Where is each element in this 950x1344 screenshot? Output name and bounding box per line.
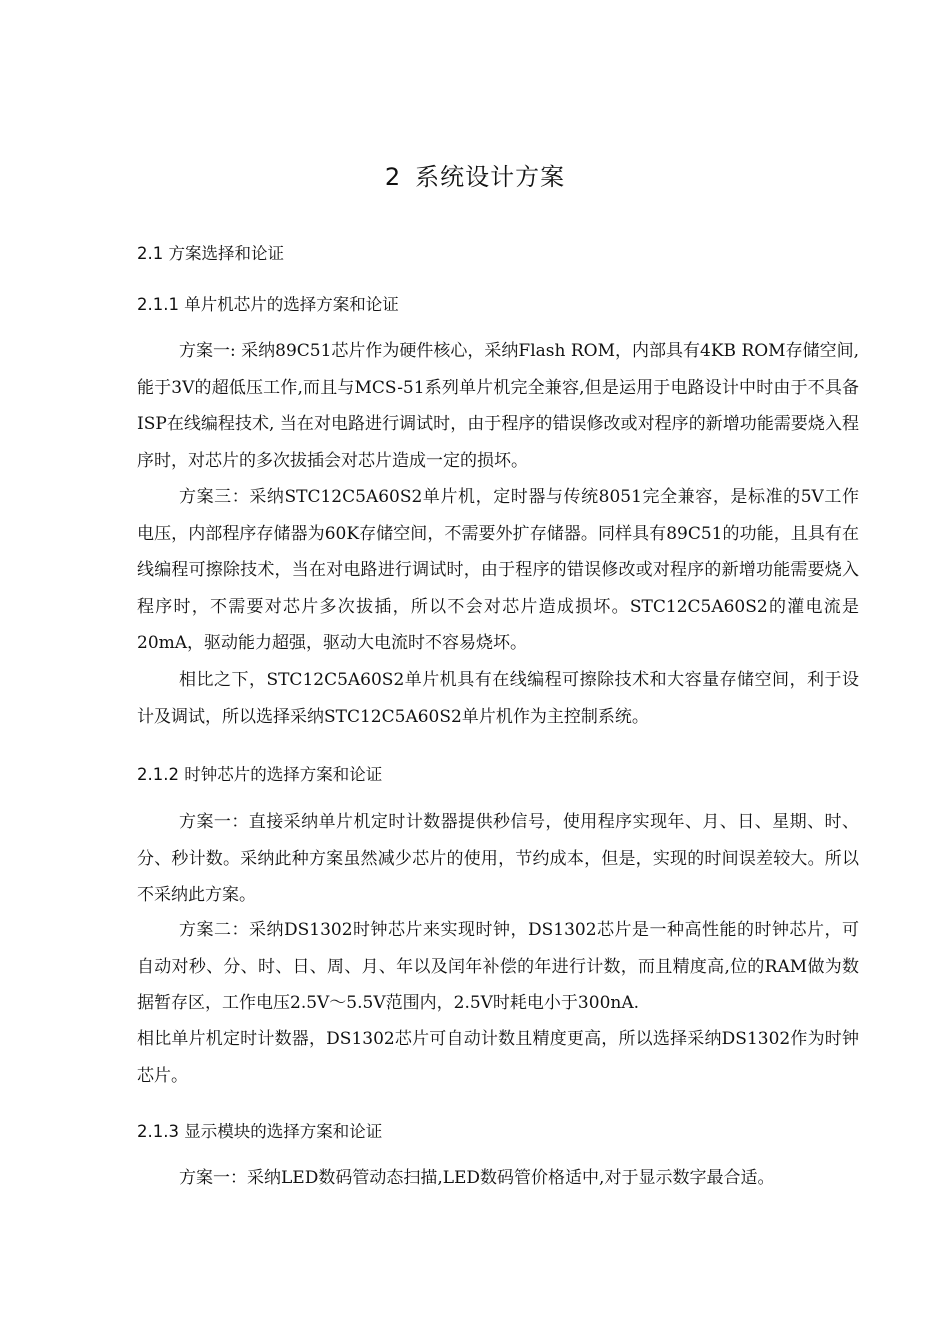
paragraph-2-1-1-c: 相比之下，STC12C5A60S2单片机具有在线编程可擦除技术和大容量存储空间，利于设计及调试，所以选择采纳STC12C5A60S2单片机作为主控制系统。 xyxy=(137,670,859,727)
paragraph-2-1-2-c: 相比单片机定时计数器，DS1302芯片可自动计数且精度更高，所以选择采纳DS1302作为时钟芯片。 xyxy=(137,1029,859,1086)
paragraph-2-1-1-a: 方案一: 采纳89C51芯片作为硬件核心，采纳Flash ROM，内部具有4KB ROM存储空间,能于3V的超低压工作,而且与MCS-51系列单片机完全兼容,但是运用于电路设计中时由于不具备ISP在线编程技术, 当在对电路进行调试时，由于程序的错误修改或对程序的新增功能需要烧入程序时，对芯片的多次拔插会对芯片造成一定的损坏。 xyxy=(137,341,859,471)
chapter-number: 2 xyxy=(384,163,402,191)
chapter-title-text: 系统设计方案 xyxy=(415,163,566,191)
paragraph-2-1-1-b: 方案三：采纳STC12C5A60S2单片机，定时器与传统8051完全兼容，是标准的5V工作电压，内部程序存储器为60K存储空间，不需要外扩存储器。同样具有89C51的功能，且具有在线编程可擦除技术，当在对电路进行调试时，由于程序的错误修改或对程序的新增功能需要烧入程序时，不需要对芯片多次拔插，所以不会对芯片造成损坏。STC12C5A60S2的灌电流是20mA，驱动能力超强，驱动大电流时不容易烧坏。 xyxy=(137,487,859,653)
chapter-title xyxy=(0,157,950,192)
section-heading-2-1-3: 2.1.3 显示模块的选择方案和论证 xyxy=(137,1122,383,1141)
section-heading-2-1: 2.1 方案选择和论证 xyxy=(137,244,284,263)
paragraph-2-1-2-b: 方案二：采纳DS1302时钟芯片来实现时钟，DS1302芯片是一种高性能的时钟芯片，可自动对秒、分、时、日、周、月、年以及闰年补偿的年进行计数，而且精度高,位的RAM做为数据暂存区，工作电压2.5V～5.5V范围内，2.5V时耗电小于300nA. xyxy=(137,920,859,1013)
paragraph-2-1-2-a: 方案一：直接采纳单片机定时计数器提供秒信号，使用程序实现年、月、日、星期、时、分、秒计数。采纳此种方案虽然减少芯片的使用，节约成本，但是，实现的时间误差较大。所以不采纳此方案。 xyxy=(137,812,859,905)
paragraph-2-1-3-a: 方案一：采纳LED数码管动态扫描,LED数码管价格适中,对于显示数字最合适。 xyxy=(179,1168,775,1188)
section-heading-2-1-1: 2.1.1 单片机芯片的选择方案和论证 xyxy=(137,295,399,314)
section-heading-2-1-2: 2.1.2 时钟芯片的选择方案和论证 xyxy=(137,765,383,784)
